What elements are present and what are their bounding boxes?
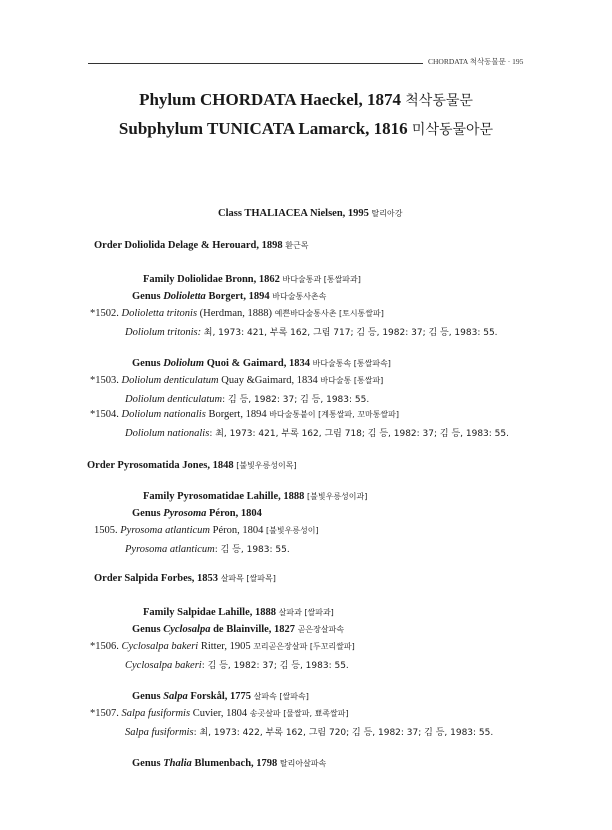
family-heading-pyrosomatidae: Family Pyrosomatidae Lahille, 1888 [불빛우릉성이과]: [143, 491, 368, 502]
running-head: CHORDATA 척삭동물문 · 195: [428, 57, 524, 66]
species-entry-1507: *1507. Salpa fusiformis Cuvier, 1804 송곳살파 [물쌀파, 뾰족쌀파]: [90, 708, 349, 719]
citation-1504: Doliolum nationalis: 최, 1973: 421, 부록 162, 그림 718; 김 등, 1982: 37; 김 등, 1983: 55.: [125, 428, 509, 439]
genus-heading-dolioletta: Genus Dolioletta Borgert, 1894 바다술통사촌속: [132, 291, 327, 302]
family-heading-salpidae: Family Salpidae Lahille, 1888 살파과 [쌀파과]: [143, 607, 334, 618]
family-heading-doliolidae: Family Doliolidae Bronn, 1862 바다술통과 [통쌀파과]: [143, 274, 361, 285]
species-entry-1504: *1504. Doliolum nationalis Borgert, 1894 바다술통붙이 [계통쌀파, 꼬마통쌀파]: [90, 409, 399, 420]
citation-1502: Doliolum tritonis: 최, 1973: 421, 부록 162, 그림 717; 김 등, 1982: 37; 김 등, 1983: 55.: [125, 327, 498, 338]
citation-1503: Doliolum denticulatum: 김 등, 1982: 37; 김 등, 1983: 55.: [125, 394, 370, 405]
citation-1507: Salpa fusiformis: 최, 1973: 422, 부록 162, 그림 720; 김 등, 1982: 37; 김 등, 1983: 55.: [125, 727, 494, 738]
class-heading: Class THALIACEA Nielsen, 1995 탈리아강: [218, 208, 403, 219]
species-entry-1505: 1505. Pyrosoma atlanticum Péron, 1804 [불빛우릉성이]: [94, 525, 319, 536]
order-heading-salpida: Order Salpida Forbes, 1853 살파목 [쌀파목]: [94, 573, 276, 584]
species-entry-1502: *1502. Dolioletta tritonis (Herdman, 1888) 예쁜바다술통사촌 [토시통쌀파]: [90, 308, 384, 319]
order-heading-doliolida: Order Doliolida Delage & Herouard, 1898 환근목: [94, 240, 309, 251]
header-rule: [88, 63, 423, 64]
phylum-title: Phylum CHORDATA Haeckel, 1874 척삭동물문: [139, 90, 473, 109]
species-entry-1503: *1503. Doliolum denticulatum Quay &Gaimard, 1834 바다술통 [통쌀파]: [90, 375, 384, 386]
citation-1506: Cyclosalpa bakeri: 김 등, 1982: 37; 김 등, 1983: 55.: [125, 660, 349, 671]
genus-heading-pyrosoma: Genus Pyrosoma Péron, 1804: [132, 508, 262, 519]
genus-heading-salpa: Genus Salpa Forskål, 1775 살파속 [쌀파속]: [132, 691, 309, 702]
species-entry-1506: *1506. Cyclosalpa bakeri Ritter, 1905 꼬리곧은장살파 [두꼬리쌀파]: [90, 641, 355, 652]
citation-1505: Pyrosoma atlanticum: 김 등, 1983: 55.: [125, 544, 290, 555]
genus-heading-cyclosalpa: Genus Cyclosalpa de Blainville, 1827 곧은장살파속: [132, 624, 345, 635]
subphylum-title: Subphylum TUNICATA Lamarck, 1816 미삭동물아문: [118, 119, 494, 138]
genus-heading-thalia: Genus Thalia Blumenbach, 1798 탈리아살파속: [132, 758, 327, 769]
genus-heading-doliolum: Genus Doliolum Quoi & Gaimard, 1834 바다술통속 [통쌀파속]: [132, 358, 391, 369]
order-heading-pyrosomatida: Order Pyrosomatida Jones, 1848 [불빛우릉성이목]: [87, 460, 297, 471]
